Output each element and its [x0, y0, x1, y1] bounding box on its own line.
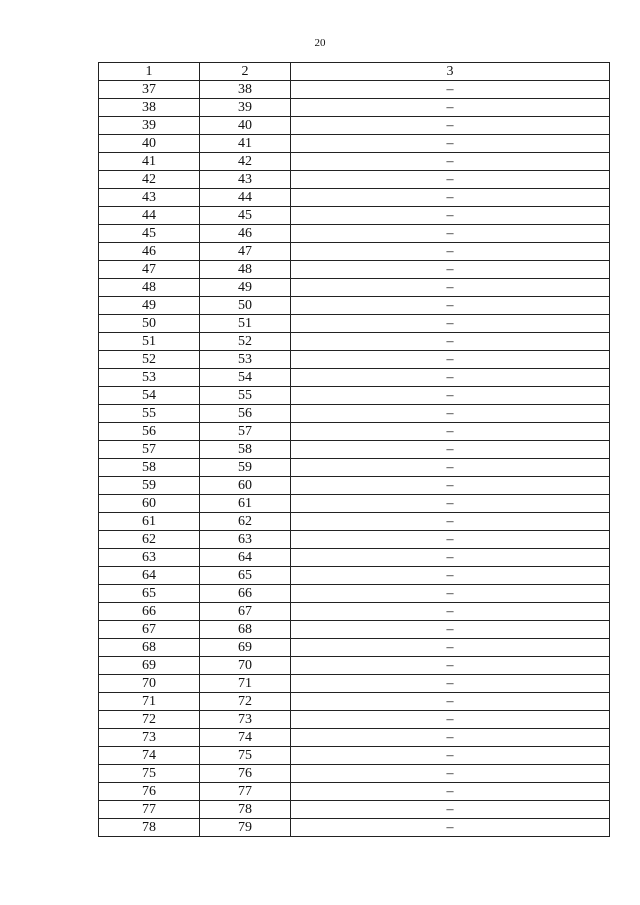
table-row [99, 99, 610, 117]
table-cell-col-2: 69 [200, 639, 291, 657]
table-cell-col-2: 64 [200, 549, 291, 567]
table-cell-col-2: 46 [200, 225, 291, 243]
table-row [99, 369, 610, 387]
table-cell-col-1: 47 [99, 261, 200, 279]
table-cell-col-1: 78 [99, 819, 200, 837]
table-row [99, 819, 610, 837]
table-cell-col-3: – [291, 603, 610, 621]
table-cell-col-3: – [291, 639, 610, 657]
table-cell-col-1: 74 [99, 747, 200, 765]
table-cell-col-1: 45 [99, 225, 200, 243]
table-cell-col-1: 54 [99, 387, 200, 405]
column-header-1: 1 [99, 63, 200, 81]
table-cell-col-2: 39 [200, 99, 291, 117]
table-cell-col-1: 58 [99, 459, 200, 477]
table-cell-col-1: 46 [99, 243, 200, 261]
table-cell-col-2: 57 [200, 423, 291, 441]
table-cell-col-3: – [291, 135, 610, 153]
table-row [99, 477, 610, 495]
table-cell-col-1: 43 [99, 189, 200, 207]
table-header-row [99, 63, 610, 81]
table-cell-col-3: – [291, 801, 610, 819]
table-cell-col-3: – [291, 351, 610, 369]
table-row [99, 387, 610, 405]
table-row [99, 657, 610, 675]
table-cell-col-3: – [291, 225, 610, 243]
table-cell-col-2: 58 [200, 441, 291, 459]
column-header-3: 3 [291, 63, 610, 81]
table-cell-col-2: 79 [200, 819, 291, 837]
table-cell-col-3: – [291, 567, 610, 585]
table-cell-col-2: 61 [200, 495, 291, 513]
table-cell-col-3: – [291, 315, 610, 333]
table-cell-col-2: 62 [200, 513, 291, 531]
table-cell-col-1: 49 [99, 297, 200, 315]
table-cell-col-2: 65 [200, 567, 291, 585]
table-cell-col-1: 71 [99, 693, 200, 711]
table-cell-col-2: 44 [200, 189, 291, 207]
table-cell-col-1: 41 [99, 153, 200, 171]
table-cell-col-2: 76 [200, 765, 291, 783]
table-cell-col-1: 59 [99, 477, 200, 495]
table-cell-col-1: 63 [99, 549, 200, 567]
table-cell-col-3: – [291, 423, 610, 441]
table-cell-col-1: 60 [99, 495, 200, 513]
table-cell-col-3: – [291, 621, 610, 639]
table-row [99, 567, 610, 585]
table-cell-col-3: – [291, 513, 610, 531]
table-cell-col-1: 37 [99, 81, 200, 99]
table-cell-col-3: – [291, 171, 610, 189]
table-cell-col-2: 56 [200, 405, 291, 423]
table-cell-col-1: 40 [99, 135, 200, 153]
table-row [99, 513, 610, 531]
table-row [99, 531, 610, 549]
table-row [99, 81, 610, 99]
table-row [99, 783, 610, 801]
table-row [99, 261, 610, 279]
table-cell-col-3: – [291, 675, 610, 693]
table-row [99, 459, 610, 477]
table-cell-col-2: 73 [200, 711, 291, 729]
table-row [99, 711, 610, 729]
table-cell-col-3: – [291, 441, 610, 459]
table-cell-col-2: 66 [200, 585, 291, 603]
table-cell-col-3: – [291, 747, 610, 765]
table-row [99, 801, 610, 819]
table-cell-col-2: 78 [200, 801, 291, 819]
table-cell-col-3: – [291, 585, 610, 603]
table-cell-col-3: – [291, 459, 610, 477]
table-cell-col-2: 49 [200, 279, 291, 297]
table-cell-col-2: 75 [200, 747, 291, 765]
table-cell-col-3: – [291, 657, 610, 675]
table-cell-col-3: – [291, 297, 610, 315]
table-cell-col-2: 59 [200, 459, 291, 477]
table-cell-col-2: 52 [200, 333, 291, 351]
table-cell-col-3: – [291, 765, 610, 783]
table-cell-col-2: 68 [200, 621, 291, 639]
table-cell-col-2: 63 [200, 531, 291, 549]
table-cell-col-3: – [291, 495, 610, 513]
table-cell-col-2: 50 [200, 297, 291, 315]
table-cell-col-2: 77 [200, 783, 291, 801]
table-cell-col-3: – [291, 405, 610, 423]
table-cell-col-1: 77 [99, 801, 200, 819]
table-cell-col-3: – [291, 333, 610, 351]
table-row [99, 225, 610, 243]
table-cell-col-3: – [291, 729, 610, 747]
table-cell-col-1: 50 [99, 315, 200, 333]
table-cell-col-3: – [291, 243, 610, 261]
table-cell-col-3: – [291, 783, 610, 801]
table-cell-col-2: 70 [200, 657, 291, 675]
data-table [98, 62, 610, 837]
table-cell-col-2: 43 [200, 171, 291, 189]
table-row [99, 333, 610, 351]
table-cell-col-2: 55 [200, 387, 291, 405]
table-cell-col-1: 44 [99, 207, 200, 225]
table-row [99, 765, 610, 783]
table-cell-col-2: 42 [200, 153, 291, 171]
table-cell-col-3: – [291, 261, 610, 279]
table-cell-col-3: – [291, 711, 610, 729]
table-cell-col-2: 51 [200, 315, 291, 333]
table-cell-col-3: – [291, 819, 610, 837]
table-row [99, 693, 610, 711]
table-row [99, 675, 610, 693]
table-cell-col-1: 52 [99, 351, 200, 369]
table-row [99, 549, 610, 567]
table-cell-col-1: 61 [99, 513, 200, 531]
table-cell-col-1: 75 [99, 765, 200, 783]
table-cell-col-1: 73 [99, 729, 200, 747]
table-row [99, 243, 610, 261]
table-cell-col-1: 69 [99, 657, 200, 675]
table-cell-col-1: 76 [99, 783, 200, 801]
table-body [99, 81, 610, 837]
table-cell-col-1: 56 [99, 423, 200, 441]
table-row [99, 585, 610, 603]
table-row [99, 441, 610, 459]
table-cell-col-3: – [291, 387, 610, 405]
table-cell-col-2: 71 [200, 675, 291, 693]
table-cell-col-3: – [291, 369, 610, 387]
table-row [99, 747, 610, 765]
table-cell-col-1: 48 [99, 279, 200, 297]
table-cell-col-1: 51 [99, 333, 200, 351]
table-cell-col-2: 41 [200, 135, 291, 153]
table-cell-col-3: – [291, 207, 610, 225]
table-cell-col-1: 42 [99, 171, 200, 189]
table-cell-col-2: 72 [200, 693, 291, 711]
table-cell-col-2: 47 [200, 243, 291, 261]
table-row [99, 423, 610, 441]
table-row [99, 117, 610, 135]
table-cell-col-1: 64 [99, 567, 200, 585]
table-row [99, 621, 610, 639]
table-row [99, 207, 610, 225]
table-row [99, 603, 610, 621]
page-number: 20 [314, 37, 326, 49]
table-cell-col-1: 39 [99, 117, 200, 135]
table-row [99, 405, 610, 423]
table-cell-col-2: 40 [200, 117, 291, 135]
table-cell-col-3: – [291, 549, 610, 567]
table-row [99, 729, 610, 747]
table-cell-col-3: – [291, 693, 610, 711]
table-cell-col-1: 62 [99, 531, 200, 549]
table-cell-col-1: 70 [99, 675, 200, 693]
table-cell-col-2: 53 [200, 351, 291, 369]
table-cell-col-1: 55 [99, 405, 200, 423]
table-cell-col-1: 68 [99, 639, 200, 657]
table-row [99, 189, 610, 207]
table-cell-col-3: – [291, 477, 610, 495]
table-cell-col-2: 67 [200, 603, 291, 621]
table-row [99, 153, 610, 171]
table-cell-col-2: 74 [200, 729, 291, 747]
table-cell-col-3: – [291, 117, 610, 135]
table-cell-col-3: – [291, 531, 610, 549]
table-cell-col-2: 60 [200, 477, 291, 495]
table-cell-col-3: – [291, 279, 610, 297]
table-cell-col-1: 57 [99, 441, 200, 459]
table-cell-col-2: 45 [200, 207, 291, 225]
table-cell-col-3: – [291, 81, 610, 99]
table-cell-col-1: 53 [99, 369, 200, 387]
table-row [99, 171, 610, 189]
table-cell-col-2: 38 [200, 81, 291, 99]
table-cell-col-1: 67 [99, 621, 200, 639]
table-cell-col-1: 72 [99, 711, 200, 729]
table-row [99, 279, 610, 297]
table-cell-col-3: – [291, 189, 610, 207]
table-cell-col-2: 48 [200, 261, 291, 279]
table-row [99, 639, 610, 657]
table-cell-col-3: – [291, 153, 610, 171]
table-cell-col-1: 66 [99, 603, 200, 621]
table-row [99, 297, 610, 315]
table-cell-col-3: – [291, 99, 610, 117]
table-row [99, 351, 610, 369]
column-header-2: 2 [200, 63, 291, 81]
table-row [99, 135, 610, 153]
table-cell-col-2: 54 [200, 369, 291, 387]
table-cell-col-1: 38 [99, 99, 200, 117]
table-cell-col-1: 65 [99, 585, 200, 603]
table-row [99, 495, 610, 513]
table-row [99, 315, 610, 333]
